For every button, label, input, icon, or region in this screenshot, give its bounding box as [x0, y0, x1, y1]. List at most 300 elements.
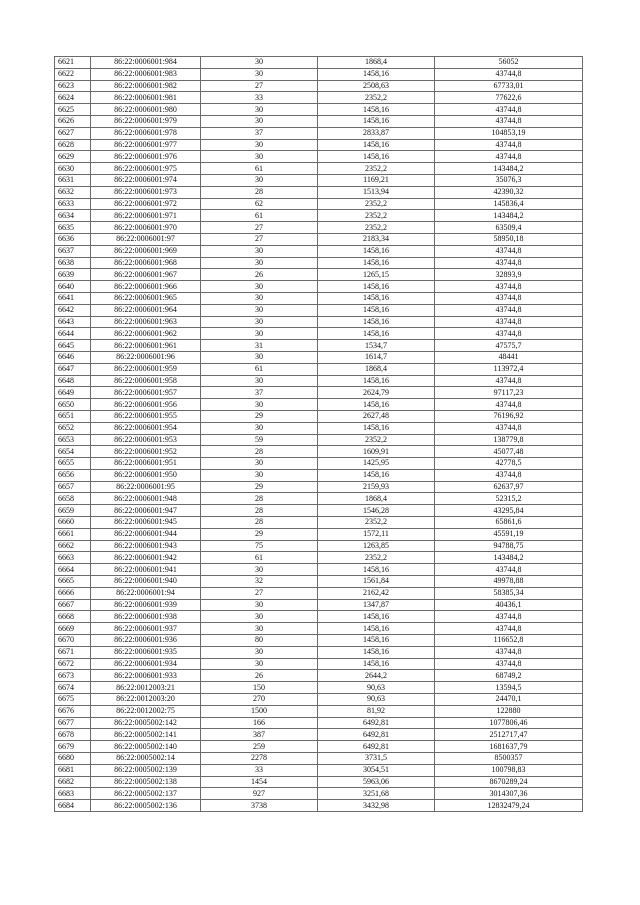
row-number-cell: 6672 — [55, 658, 91, 670]
row-number-cell: 6645 — [55, 340, 91, 352]
table-row — [55, 375, 583, 387]
value-per-unit-cell: 1458,16 — [318, 139, 435, 151]
table-row — [55, 776, 583, 788]
value-per-unit-cell: 2627,48 — [318, 410, 435, 422]
total-value-cell: 145836,4 — [435, 198, 583, 210]
area-cell: 62 — [201, 198, 318, 210]
area-cell: 30 — [201, 151, 318, 163]
row-number-cell: 6652 — [55, 422, 91, 434]
area-cell: 26 — [201, 269, 318, 281]
area-cell: 1500 — [201, 705, 318, 717]
row-number-cell: 6636 — [55, 233, 91, 245]
total-value-cell: 43744,8 — [435, 281, 583, 293]
area-cell: 61 — [201, 552, 318, 564]
cadastral-number-cell: 86:22:0006001:941 — [91, 564, 201, 576]
area-cell: 30 — [201, 564, 318, 576]
row-number-cell: 6623 — [55, 80, 91, 92]
value-per-unit-cell: 3054,51 — [318, 764, 435, 776]
value-per-unit-cell: 6492,81 — [318, 729, 435, 741]
area-cell: 927 — [201, 788, 318, 800]
row-number-cell: 6631 — [55, 174, 91, 186]
value-per-unit-cell: 1458,16 — [318, 399, 435, 411]
area-cell: 30 — [201, 68, 318, 80]
row-number-cell: 6660 — [55, 517, 91, 529]
area-cell: 80 — [201, 635, 318, 647]
area-cell: 30 — [201, 611, 318, 623]
table-row — [55, 635, 583, 647]
table-row — [55, 340, 583, 352]
area-cell: 28 — [201, 505, 318, 517]
value-per-unit-cell: 2162,42 — [318, 587, 435, 599]
row-number-cell: 6668 — [55, 611, 91, 623]
value-per-unit-cell: 1458,16 — [318, 316, 435, 328]
value-per-unit-cell: 2624,79 — [318, 387, 435, 399]
area-cell: 30 — [201, 115, 318, 127]
table-row — [55, 292, 583, 304]
table-row — [55, 517, 583, 529]
value-per-unit-cell: 1458,16 — [318, 564, 435, 576]
total-value-cell: 43744,8 — [435, 469, 583, 481]
total-value-cell: 62637,97 — [435, 481, 583, 493]
total-value-cell: 65861,6 — [435, 517, 583, 529]
area-cell: 30 — [201, 245, 318, 257]
area-cell: 30 — [201, 658, 318, 670]
area-cell: 2278 — [201, 753, 318, 765]
table-row — [55, 741, 583, 753]
cadastral-number-cell: 86:22:0005002:137 — [91, 788, 201, 800]
row-number-cell: 6648 — [55, 375, 91, 387]
area-cell: 30 — [201, 328, 318, 340]
cadastral-number-cell: 86:22:0012003:21 — [91, 682, 201, 694]
total-value-cell: 94788,75 — [435, 540, 583, 552]
area-cell: 30 — [201, 257, 318, 269]
table-row — [55, 646, 583, 658]
total-value-cell: 58385,34 — [435, 587, 583, 599]
area-cell: 1454 — [201, 776, 318, 788]
cadastral-number-cell: 86:22:0006001:959 — [91, 363, 201, 375]
total-value-cell: 97117,23 — [435, 387, 583, 399]
cadastral-number-cell: 86:22:0006001:934 — [91, 658, 201, 670]
row-number-cell: 6627 — [55, 127, 91, 139]
total-value-cell: 116652,8 — [435, 635, 583, 647]
row-number-cell: 6634 — [55, 210, 91, 222]
total-value-cell: 45591,19 — [435, 528, 583, 540]
table-row — [55, 505, 583, 517]
table-row — [55, 269, 583, 281]
row-number-cell: 6622 — [55, 68, 91, 80]
table-row — [55, 682, 583, 694]
cadastral-number-cell: 86:22:0006001:971 — [91, 210, 201, 222]
total-value-cell: 143484,2 — [435, 552, 583, 564]
row-number-cell: 6621 — [55, 57, 91, 69]
cadastral-number-cell: 86:22:0006001:97 — [91, 233, 201, 245]
total-value-cell: 104853,19 — [435, 127, 583, 139]
table-row — [55, 57, 583, 69]
area-cell: 59 — [201, 434, 318, 446]
cadastral-number-cell: 86:22:0006001:970 — [91, 222, 201, 234]
row-number-cell: 6654 — [55, 446, 91, 458]
table-row — [55, 611, 583, 623]
area-cell: 30 — [201, 351, 318, 363]
area-cell: 32 — [201, 576, 318, 588]
value-per-unit-cell: 1458,16 — [318, 375, 435, 387]
row-number-cell: 6651 — [55, 410, 91, 422]
value-per-unit-cell: 1458,16 — [318, 292, 435, 304]
table-row — [55, 705, 583, 717]
area-cell: 30 — [201, 104, 318, 116]
table-row — [55, 587, 583, 599]
row-number-cell: 6629 — [55, 151, 91, 163]
cadastral-number-cell: 86:22:0006001:957 — [91, 387, 201, 399]
table-row — [55, 540, 583, 552]
table-row — [55, 481, 583, 493]
row-number-cell: 6650 — [55, 399, 91, 411]
cadastral-number-cell: 86:22:0006001:979 — [91, 115, 201, 127]
row-number-cell: 6674 — [55, 682, 91, 694]
cadastral-number-cell: 86:22:0006001:976 — [91, 151, 201, 163]
value-per-unit-cell: 90,63 — [318, 682, 435, 694]
cadastral-number-cell: 86:22:0006001:954 — [91, 422, 201, 434]
table-row — [55, 469, 583, 481]
total-value-cell: 43744,8 — [435, 68, 583, 80]
row-number-cell: 6665 — [55, 576, 91, 588]
area-cell: 61 — [201, 210, 318, 222]
cadastral-number-cell: 86:22:0006001:980 — [91, 104, 201, 116]
value-per-unit-cell: 1868,4 — [318, 57, 435, 69]
value-per-unit-cell: 90,63 — [318, 694, 435, 706]
value-per-unit-cell: 2352,2 — [318, 163, 435, 175]
total-value-cell: 40436,1 — [435, 599, 583, 611]
total-value-cell: 63509,4 — [435, 222, 583, 234]
row-number-cell: 6656 — [55, 469, 91, 481]
area-cell: 30 — [201, 57, 318, 69]
total-value-cell: 43744,8 — [435, 257, 583, 269]
total-value-cell: 58950,18 — [435, 233, 583, 245]
row-number-cell: 6628 — [55, 139, 91, 151]
value-per-unit-cell: 1458,16 — [318, 245, 435, 257]
total-value-cell: 67733,01 — [435, 80, 583, 92]
row-number-cell: 6633 — [55, 198, 91, 210]
area-cell: 31 — [201, 340, 318, 352]
table-row — [55, 764, 583, 776]
area-cell: 33 — [201, 92, 318, 104]
value-per-unit-cell: 1614,7 — [318, 351, 435, 363]
value-per-unit-cell: 1458,16 — [318, 151, 435, 163]
cadastral-number-cell: 86:22:0006001:948 — [91, 493, 201, 505]
total-value-cell: 13594,5 — [435, 682, 583, 694]
table-row — [55, 104, 583, 116]
row-number-cell: 6640 — [55, 281, 91, 293]
row-number-cell: 6649 — [55, 387, 91, 399]
value-per-unit-cell: 1347,87 — [318, 599, 435, 611]
cadastral-number-cell: 86:22:0006001:982 — [91, 80, 201, 92]
cadastral-number-cell: 86:22:0006001:940 — [91, 576, 201, 588]
cadastral-number-cell: 86:22:0006001:978 — [91, 127, 201, 139]
area-cell: 75 — [201, 540, 318, 552]
row-number-cell: 6635 — [55, 222, 91, 234]
value-per-unit-cell: 2352,2 — [318, 222, 435, 234]
table-row — [55, 528, 583, 540]
table-row — [55, 729, 583, 741]
area-cell: 27 — [201, 80, 318, 92]
total-value-cell: 43744,8 — [435, 611, 583, 623]
cadastral-number-cell: 86:22:0006001:95 — [91, 481, 201, 493]
total-value-cell: 32893,9 — [435, 269, 583, 281]
area-cell: 37 — [201, 127, 318, 139]
cadastral-number-cell: 86:22:0006001:951 — [91, 458, 201, 470]
row-number-cell: 6657 — [55, 481, 91, 493]
total-value-cell: 43744,8 — [435, 658, 583, 670]
area-cell: 259 — [201, 741, 318, 753]
total-value-cell: 24470,1 — [435, 694, 583, 706]
table-row — [55, 115, 583, 127]
total-value-cell: 122880 — [435, 705, 583, 717]
cadastral-number-cell: 86:22:0006001:972 — [91, 198, 201, 210]
value-per-unit-cell: 5963,06 — [318, 776, 435, 788]
table-row — [55, 92, 583, 104]
total-value-cell: 43744,8 — [435, 245, 583, 257]
cadastral-number-cell: 86:22:0006001:942 — [91, 552, 201, 564]
cadastral-number-cell: 86:22:0006001:939 — [91, 599, 201, 611]
value-per-unit-cell: 2644,2 — [318, 670, 435, 682]
area-cell: 28 — [201, 493, 318, 505]
area-cell: 28 — [201, 186, 318, 198]
row-number-cell: 6655 — [55, 458, 91, 470]
cadastral-number-cell: 86:22:0012002:75 — [91, 705, 201, 717]
row-number-cell: 6666 — [55, 587, 91, 599]
area-cell: 29 — [201, 528, 318, 540]
cadastral-number-cell: 86:22:0006001:944 — [91, 528, 201, 540]
value-per-unit-cell: 2352,2 — [318, 434, 435, 446]
total-value-cell: 43744,8 — [435, 564, 583, 576]
cadastral-number-cell: 86:22:0006001:947 — [91, 505, 201, 517]
table-row — [55, 599, 583, 611]
row-number-cell: 6647 — [55, 363, 91, 375]
cadastral-number-cell: 86:22:0006001:969 — [91, 245, 201, 257]
cadastral-number-cell: 86:22:0006001:945 — [91, 517, 201, 529]
table-row — [55, 233, 583, 245]
value-per-unit-cell: 2352,2 — [318, 198, 435, 210]
area-cell: 30 — [201, 399, 318, 411]
table-row — [55, 434, 583, 446]
total-value-cell: 43744,8 — [435, 139, 583, 151]
cadastral-number-cell: 86:22:0006001:968 — [91, 257, 201, 269]
cadastral-number-cell: 86:22:0006001:950 — [91, 469, 201, 481]
table-row — [55, 753, 583, 765]
total-value-cell: 8500357 — [435, 753, 583, 765]
table-row — [55, 564, 583, 576]
area-cell: 30 — [201, 458, 318, 470]
table-row — [55, 658, 583, 670]
value-per-unit-cell: 2833,87 — [318, 127, 435, 139]
value-per-unit-cell: 3731,5 — [318, 753, 435, 765]
area-cell: 27 — [201, 222, 318, 234]
table-row — [55, 174, 583, 186]
value-per-unit-cell: 1265,15 — [318, 269, 435, 281]
total-value-cell: 43744,8 — [435, 292, 583, 304]
area-cell: 387 — [201, 729, 318, 741]
value-per-unit-cell: 1458,16 — [318, 328, 435, 340]
row-number-cell: 6664 — [55, 564, 91, 576]
row-number-cell: 6624 — [55, 92, 91, 104]
area-cell: 30 — [201, 174, 318, 186]
document-page — [54, 56, 582, 812]
cadastral-number-cell: 86:22:0006001:975 — [91, 163, 201, 175]
value-per-unit-cell: 2352,2 — [318, 552, 435, 564]
value-per-unit-cell: 1425,95 — [318, 458, 435, 470]
total-value-cell: 3014307,36 — [435, 788, 583, 800]
area-cell: 150 — [201, 682, 318, 694]
value-per-unit-cell: 3251,68 — [318, 788, 435, 800]
total-value-cell: 45077,48 — [435, 446, 583, 458]
total-value-cell: 8670289,24 — [435, 776, 583, 788]
value-per-unit-cell: 1458,16 — [318, 115, 435, 127]
total-value-cell: 43744,8 — [435, 375, 583, 387]
cadastral-number-cell: 86:22:0005002:140 — [91, 741, 201, 753]
table-row — [55, 446, 583, 458]
value-per-unit-cell: 1263,85 — [318, 540, 435, 552]
total-value-cell: 48441 — [435, 351, 583, 363]
value-per-unit-cell: 1458,16 — [318, 257, 435, 269]
table-row — [55, 399, 583, 411]
total-value-cell: 43744,8 — [435, 316, 583, 328]
row-number-cell: 6626 — [55, 115, 91, 127]
total-value-cell: 76196,92 — [435, 410, 583, 422]
row-number-cell: 6675 — [55, 694, 91, 706]
value-per-unit-cell: 1458,16 — [318, 623, 435, 635]
cadastral-number-cell: 86:22:0012003:20 — [91, 694, 201, 706]
area-cell: 61 — [201, 163, 318, 175]
table-row — [55, 717, 583, 729]
table-row — [55, 576, 583, 588]
area-cell: 3738 — [201, 800, 318, 812]
total-value-cell: 56052 — [435, 57, 583, 69]
row-number-cell: 6678 — [55, 729, 91, 741]
area-cell: 37 — [201, 387, 318, 399]
table-row — [55, 623, 583, 635]
row-number-cell: 6680 — [55, 753, 91, 765]
cadastral-number-cell: 86:22:0006001:958 — [91, 375, 201, 387]
value-per-unit-cell: 1609,91 — [318, 446, 435, 458]
table-row — [55, 694, 583, 706]
area-cell: 29 — [201, 410, 318, 422]
cadastral-number-cell: 86:22:0006001:974 — [91, 174, 201, 186]
table-row — [55, 351, 583, 363]
row-number-cell: 6639 — [55, 269, 91, 281]
area-cell: 30 — [201, 469, 318, 481]
value-per-unit-cell: 1458,16 — [318, 304, 435, 316]
cadastral-number-cell: 86:22:0006001:955 — [91, 410, 201, 422]
total-value-cell: 43744,8 — [435, 646, 583, 658]
value-per-unit-cell: 1572,11 — [318, 528, 435, 540]
cadastral-number-cell: 86:22:0006001:965 — [91, 292, 201, 304]
area-cell: 30 — [201, 599, 318, 611]
table-row — [55, 458, 583, 470]
total-value-cell: 2512717,47 — [435, 729, 583, 741]
total-value-cell: 1077806,46 — [435, 717, 583, 729]
cadastral-number-cell: 86:22:0005002:138 — [91, 776, 201, 788]
value-per-unit-cell: 2352,2 — [318, 92, 435, 104]
value-per-unit-cell: 1546,28 — [318, 505, 435, 517]
area-cell: 28 — [201, 517, 318, 529]
area-cell: 30 — [201, 316, 318, 328]
total-value-cell: 1681637,79 — [435, 741, 583, 753]
cadastral-number-cell: 86:22:0005002:141 — [91, 729, 201, 741]
cadastral-number-cell: 86:22:0006001:943 — [91, 540, 201, 552]
value-per-unit-cell: 1458,16 — [318, 68, 435, 80]
cadastral-number-cell: 86:22:0006001:961 — [91, 340, 201, 352]
row-number-cell: 6661 — [55, 528, 91, 540]
value-per-unit-cell: 2183,34 — [318, 233, 435, 245]
table-row — [55, 387, 583, 399]
table-row — [55, 800, 583, 812]
area-cell: 30 — [201, 646, 318, 658]
value-per-unit-cell: 2508,63 — [318, 80, 435, 92]
table-row — [55, 328, 583, 340]
value-per-unit-cell: 2352,2 — [318, 210, 435, 222]
row-number-cell: 6643 — [55, 316, 91, 328]
row-number-cell: 6673 — [55, 670, 91, 682]
cadastral-number-cell: 86:22:0006001:966 — [91, 281, 201, 293]
area-cell: 30 — [201, 281, 318, 293]
table-row — [55, 68, 583, 80]
row-number-cell: 6682 — [55, 776, 91, 788]
total-value-cell: 12832479,24 — [435, 800, 583, 812]
area-cell: 270 — [201, 694, 318, 706]
cadastral-number-cell: 86:22:0006001:967 — [91, 269, 201, 281]
cadastral-number-cell: 86:22:0006001:983 — [91, 68, 201, 80]
row-number-cell: 6625 — [55, 104, 91, 116]
cadastral-number-cell: 86:22:0005002:142 — [91, 717, 201, 729]
cadastral-number-cell: 86:22:0006001:933 — [91, 670, 201, 682]
area-cell: 30 — [201, 304, 318, 316]
value-per-unit-cell: 1458,16 — [318, 658, 435, 670]
row-number-cell: 6638 — [55, 257, 91, 269]
table-row — [55, 670, 583, 682]
row-number-cell: 6671 — [55, 646, 91, 658]
total-value-cell: 43744,8 — [435, 399, 583, 411]
total-value-cell: 52315,2 — [435, 493, 583, 505]
row-number-cell: 6659 — [55, 505, 91, 517]
row-number-cell: 6667 — [55, 599, 91, 611]
row-number-cell: 6632 — [55, 186, 91, 198]
table-row — [55, 410, 583, 422]
cadastral-number-cell: 86:22:0006001:952 — [91, 446, 201, 458]
total-value-cell: 42390,32 — [435, 186, 583, 198]
value-per-unit-cell: 1169,21 — [318, 174, 435, 186]
row-number-cell: 6679 — [55, 741, 91, 753]
table-row — [55, 139, 583, 151]
table-row — [55, 80, 583, 92]
total-value-cell: 43744,8 — [435, 422, 583, 434]
value-per-unit-cell: 3432,98 — [318, 800, 435, 812]
row-number-cell: 6642 — [55, 304, 91, 316]
row-number-cell: 6630 — [55, 163, 91, 175]
row-number-cell: 6658 — [55, 493, 91, 505]
row-number-cell: 6662 — [55, 540, 91, 552]
area-cell: 27 — [201, 587, 318, 599]
value-per-unit-cell: 6492,81 — [318, 741, 435, 753]
area-cell: 27 — [201, 233, 318, 245]
area-cell: 30 — [201, 623, 318, 635]
cadastral-number-cell: 86:22:0006001:938 — [91, 611, 201, 623]
cadastral-table — [54, 56, 583, 812]
area-cell: 30 — [201, 422, 318, 434]
total-value-cell: 77622,6 — [435, 92, 583, 104]
total-value-cell: 49978,88 — [435, 576, 583, 588]
total-value-cell: 43744,8 — [435, 623, 583, 635]
table-row — [55, 198, 583, 210]
